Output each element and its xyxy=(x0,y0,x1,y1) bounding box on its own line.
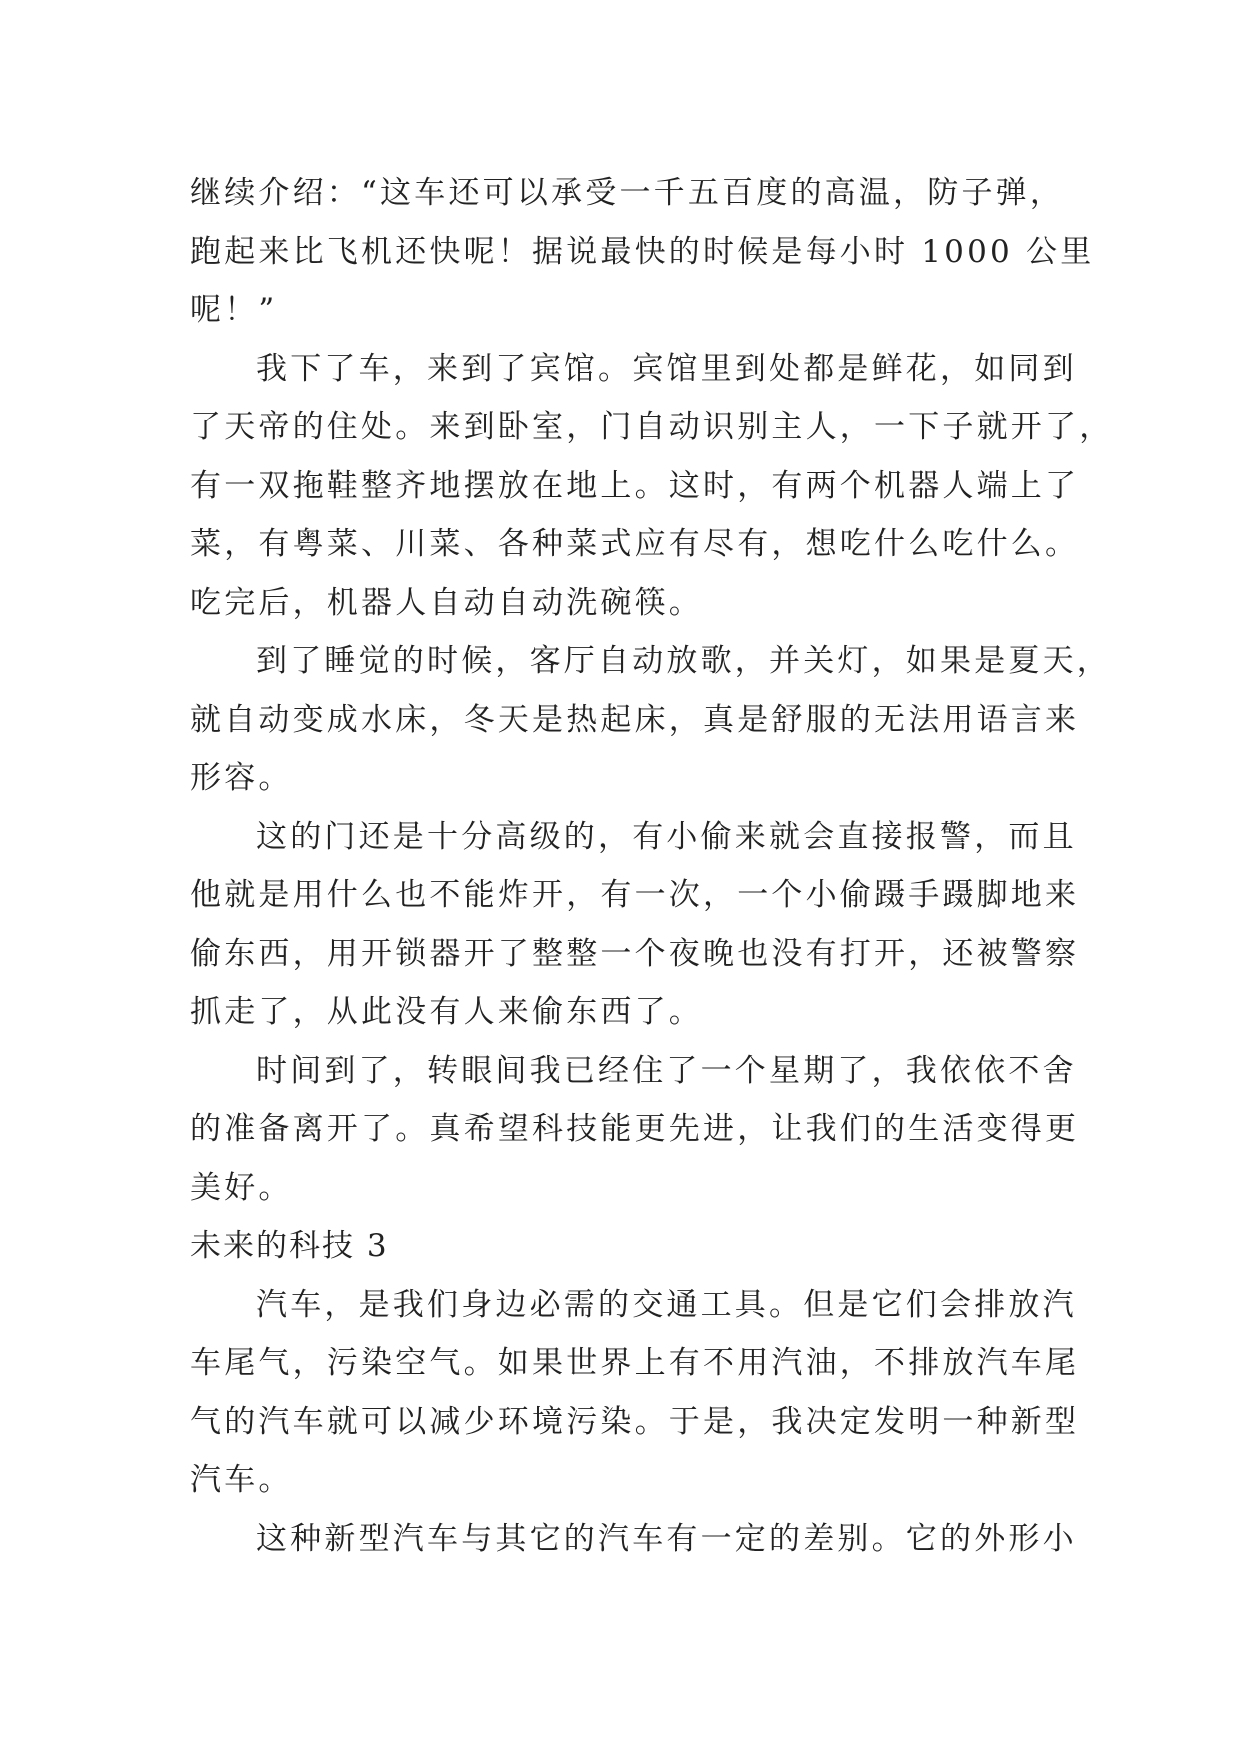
text-line: 汽车。 xyxy=(190,1462,293,1498)
section-heading: 未来的科技 3 xyxy=(190,1228,389,1264)
text-line: 美好。 xyxy=(190,1169,293,1206)
text-line: 菜，有粤菜、川菜、各种菜式应有尽有，想吃什么吃什么。 xyxy=(190,526,1080,562)
text-line: 抓走了，从此没有人来偷东西了。 xyxy=(190,994,703,1030)
paragraph-start: 我下了车，来到了宾馆。宾馆里到处都是鲜花，如同到 xyxy=(256,350,1077,387)
paragraph-start: 到了睡觉的时候，客厅自动放歌，并关灯，如果是夏天， xyxy=(256,643,1111,679)
text-line: 吃完后，机器人自动自动洗碗筷。 xyxy=(190,584,703,621)
paragraph-start: 这的门还是十分高级的，有小偷来就会直接报警，而且 xyxy=(256,818,1077,855)
text-line: 跑起来比飞机还快呢！据说最快的时候是每小时 1000 公里 xyxy=(190,233,1095,270)
text-line: 偷东西，用开锁器开了整整一个夜晚也没有打开，还被警察 xyxy=(190,935,1080,972)
text-line: 有一双拖鞋整齐地摆放在地上。这时，有两个机器人端上了 xyxy=(190,467,1080,504)
paragraph-start: 汽车，是我们身边必需的交通工具。但是它们会排放汽 xyxy=(256,1286,1077,1323)
text-line: 了天帝的住处。来到卧室，门自动识别主人，一下子就开了， xyxy=(190,409,1114,445)
text-line: 呢！” xyxy=(190,292,278,328)
text-line: 的准备离开了。真希望科技能更先进，让我们的生活变得更 xyxy=(190,1111,1080,1147)
text-line: 就自动变成水床，冬天是热起床，真是舒服的无法用语言来 xyxy=(190,701,1080,738)
text-line: 他就是用什么也不能炸开，有一次，一个小偷蹑手蹑脚地来 xyxy=(190,877,1080,913)
text-line: 气的汽车就可以减少环境污染。于是，我决定发明一种新型 xyxy=(190,1403,1080,1440)
paragraph-start: 时间到了，转眼间我已经住了一个星期了，我依依不舍 xyxy=(256,1052,1077,1089)
text-line: 形容。 xyxy=(190,760,293,796)
document-body xyxy=(190,164,1114,1568)
paragraph-start: 这种新型汽车与其它的汽车有一定的差别。它的外形小 xyxy=(256,1520,1077,1557)
text-line: 车尾气，污染空气。如果世界上有不用汽油，不排放汽车尾 xyxy=(190,1345,1080,1381)
text-line: 继续介绍：“这车还可以承受一千五百度的高温，防子弹， xyxy=(190,175,1065,211)
